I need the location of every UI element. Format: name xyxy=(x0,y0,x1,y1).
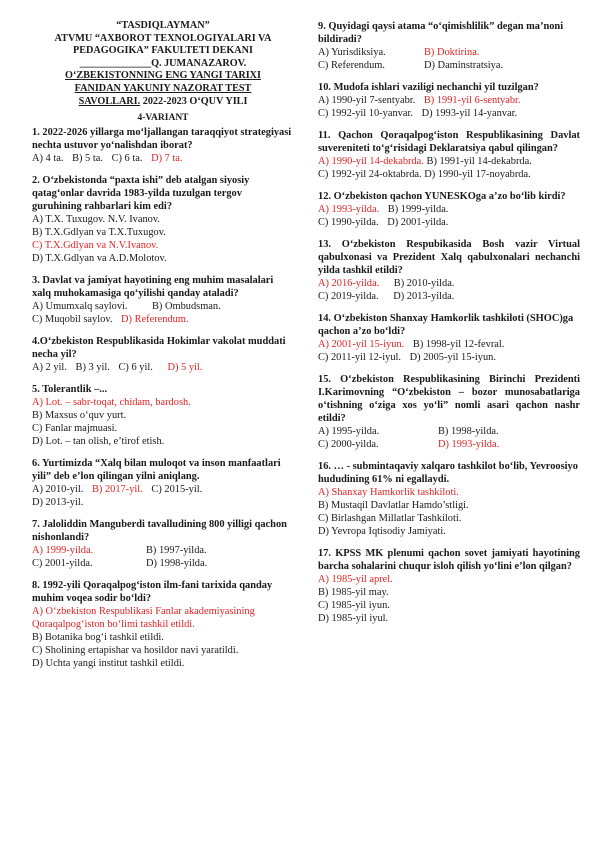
option: C) Fanlar majmuasi. xyxy=(32,423,118,435)
question-text: 5. Tolerantlik –... xyxy=(32,384,108,396)
header-line: O‘ZBEKISTONNING ENG YANGI TARIXI xyxy=(65,70,261,82)
question-block xyxy=(318,312,580,364)
correct-option: A) 1990-yil 14-dekabrda. xyxy=(318,156,424,167)
question-text: 7. Jaloliddin Manguberdi tavalludining 800 yilligi qachon nishonlandi? xyxy=(32,519,287,544)
options-row xyxy=(318,277,580,290)
options-row xyxy=(318,425,580,438)
options-row xyxy=(32,483,294,496)
option: D) Uchta yangi institut tashkil etildi. xyxy=(32,658,185,670)
option: D) Daminstratsiya. xyxy=(424,60,504,71)
option: C) 2001-yilda. xyxy=(32,558,93,570)
option: A) 1995-yilda. xyxy=(318,426,380,437)
correct-option: C) T.X.Gdlyan va N.V.Ivanov. xyxy=(32,240,159,252)
option: A) 1990-yil 7-sentyabr. xyxy=(318,95,416,106)
option: D) 2001-yilda. xyxy=(387,217,449,228)
option: B) 5 ta. xyxy=(72,153,103,165)
question-block xyxy=(318,373,580,451)
question-text: 14. O‘zbekiston Shanxay Hamkorlik tashkiloti (SHOC)ga qachon a’zo bo‘ldi? xyxy=(318,313,574,337)
option: B) T.X.Gdlyan va T.X.Tuxugov. xyxy=(32,227,166,239)
option: B) Maxsus o‘quv yurt. xyxy=(32,410,127,422)
option: B) 1991-yil 14-dekabrda. xyxy=(426,156,532,167)
question-block xyxy=(32,174,294,265)
question-block xyxy=(32,579,294,670)
header-line: ______________Q. JUMANAZAROV. xyxy=(79,57,247,69)
question-block xyxy=(32,457,294,509)
variant-label: 4-VARIANT xyxy=(137,113,189,124)
correct-option: B) Doktirina. xyxy=(424,47,480,58)
question-text: 11. Qachon Qoraqalpog‘iston Respublikasining Davlat suvereniteti to‘g‘risidagi Deklaratsiya qabul qilingan? xyxy=(318,130,580,154)
option: B) Ombudsman. xyxy=(152,301,221,313)
options-row xyxy=(32,313,294,326)
header-line-part: 2022-2023 O‘QUV YILI xyxy=(140,95,248,107)
header-line-part: SAVOLLARI. xyxy=(78,95,141,107)
header-line: FANIDAN YAKUNIY NAZORAT TEST xyxy=(74,82,252,94)
question-text: 13. O‘zbekiston Respubikasida Bosh vazir Virtual qabulxonasi va Prezident Xalq qabulxonalari nechanchi yilda tashkil etildi? xyxy=(318,239,580,276)
question-block xyxy=(318,547,580,625)
option: B) 1999-yilda. xyxy=(387,204,449,215)
question-block xyxy=(32,126,294,165)
options-row xyxy=(318,107,580,120)
question-text: 10. Mudofa ishlari vaziligi nechanchi yil tuzilgan? xyxy=(318,82,539,93)
options-row xyxy=(32,544,294,557)
option: C) Birlashgan Millatlar Tashkiloti. xyxy=(318,513,462,524)
right-column xyxy=(318,20,580,634)
question-block xyxy=(32,335,294,374)
option: C) 6 ta. xyxy=(111,153,143,165)
options-row xyxy=(32,300,294,313)
option: D) 2013-yil. xyxy=(32,497,84,509)
option: B) 2010-yilda. xyxy=(393,278,455,289)
question-text: 12. O‘zbekiston qachon YUNESKOga a’zo bo‘lib kirdi? xyxy=(318,191,566,202)
question-text: 3. Davlat va jamiyat hayotining eng muhim masalalari xalq muhokamasiga qo‘yilishi qanday ataladi? xyxy=(32,275,274,300)
option: C) 2019-yilda. xyxy=(318,291,379,302)
question-block xyxy=(318,129,580,181)
option: A) Umumxalq saylovi. xyxy=(32,301,128,313)
question-text: 15. O‘zbekiston Respublikasining Birinchi Prezidenti I.Karimovning “O‘zbekiston – bozor munosabatlariga o‘tishning o‘ziga xos yo‘li” nomli asari qachon nashr etildi? xyxy=(318,374,580,424)
question-text: 6. Yurtimizda “Xalq bilan muloqot va inson manfaatlari yili” deb e’lon qilingan yilni aniqlang. xyxy=(32,458,281,483)
correct-option: A) O‘zbekiston Respublikasi Fanlar akademiyasining Qoraqalpog‘iston bo‘limi tashkil etildi. xyxy=(32,606,255,631)
correct-option: A) 1985-yil aprel. xyxy=(318,574,393,585)
question-block xyxy=(32,518,294,570)
correct-option: D) Referendum. xyxy=(121,314,189,326)
options-row xyxy=(318,59,580,72)
correct-option: D) 1993-yilda. xyxy=(438,439,500,450)
option: B) 1998-yil 12-fevral. xyxy=(412,339,505,350)
correct-option: D) 7 ta. xyxy=(151,153,183,165)
question-block xyxy=(318,238,580,303)
option: C) Sholining ertapishar va hosildor navi yaratildi. xyxy=(32,645,239,657)
option: A) T.X. Tuxugov. N.V. Ivanov. xyxy=(32,214,160,226)
correct-option: A) 1999-yilda. xyxy=(32,545,94,557)
question-text: 1. 2022-2026 yillarga mo‘ljallangan taraqqiyot strategiyasi nechta ustuvor yo‘nalishdan iborat? xyxy=(32,127,292,152)
options-row xyxy=(318,338,580,351)
options-row xyxy=(318,155,580,168)
correct-option: B) 2017-yil. xyxy=(91,484,143,496)
option: B) 3 yil. xyxy=(75,362,110,374)
option: C) 1992-yil 24-oktabrda. xyxy=(318,169,422,180)
option: C) 1992-yil 10-yanvar. xyxy=(318,108,413,119)
option: D) 2005-yil 15-iyun. xyxy=(409,352,496,363)
correct-option: A) 2001-yil 15-iyun. xyxy=(318,339,405,350)
correct-option: B) 1991-yil 6-sentyabr. xyxy=(423,95,521,106)
option: C) 2011-yil 12-iyul. xyxy=(318,352,402,363)
options-row xyxy=(32,557,294,570)
option: B) Mustaqil Davlatlar Hamdo’stligi. xyxy=(318,500,469,511)
options-row xyxy=(318,216,580,229)
option: D) 1985-yil iyul. xyxy=(318,613,389,624)
question-text: 16. … - submintaqaviy xalqaro tashkilot bo‘lib, Yevroosiyo hududining 61% ni egallaydi. xyxy=(318,461,578,485)
option: D) Lot. – tan olish, e’tirof etish. xyxy=(32,436,165,448)
correct-option: A) Shanxay Hamkorlik tashkiloti. xyxy=(318,487,459,498)
question-text: 4.O‘zbekiston Respublikasida Hokimlar vakolat muddati necha yil? xyxy=(32,336,286,361)
option: C) 2015-yil. xyxy=(151,484,203,496)
option: C) 1990-yilda. xyxy=(318,217,379,228)
option: D) Yevropa Iqtisodiy Jamiyati. xyxy=(318,526,446,537)
header-line: ATVMU “AXBOROT TEXNOLOGIYALARI VA xyxy=(54,32,272,44)
options-row xyxy=(318,46,580,59)
options-row xyxy=(318,203,580,216)
question-block xyxy=(318,460,580,538)
option: B) Botanika bog‘i tashkil etildi. xyxy=(32,632,164,644)
question-block xyxy=(318,20,580,72)
option: D) 1998-yilda. xyxy=(146,558,208,570)
option: C) 1985-yil iyun. xyxy=(318,600,390,611)
option: B) 1998-yilda. xyxy=(438,426,499,437)
option: C) Referendum. xyxy=(318,60,385,71)
option: B) 1997-yilda. xyxy=(146,545,207,557)
header-line xyxy=(32,96,294,109)
options-row xyxy=(318,438,580,451)
option: C) 2000-yilda. xyxy=(318,439,379,450)
question-text: 2. O‘zbekistonda “paxta ishi” deb atalgan siyosiy qatag‘onlar davrida 1983-yilda tuzulgan tergov guruhining rahbarlari kim edi? xyxy=(32,175,250,213)
option: D) 1990-yil 17-noyabrda. xyxy=(424,169,531,180)
options-row xyxy=(318,94,580,107)
option: A) 2010-yil. xyxy=(32,484,84,496)
correct-option: A) Lot. – sabr-toqat, chidam, bardosh. xyxy=(32,397,191,409)
question-block xyxy=(318,190,580,229)
left-column xyxy=(32,20,294,679)
question-text: 8. 1992-yili Qoraqalpog‘iston ilm-fani tarixida qanday muhim voqea sodir bo‘ldi? xyxy=(32,580,273,605)
question-text: 9. Quyidagi qaysi atama “o‘qimishlilik” degan ma’noni bildiradi? xyxy=(318,21,564,45)
header-line: PEDAGOGIKA” FAKULTETI DEKANI xyxy=(72,45,253,57)
correct-option: A) 2016-yilda. xyxy=(318,278,380,289)
correct-option: D) 5 yil. xyxy=(167,362,203,374)
question-block xyxy=(32,383,294,448)
options-row xyxy=(318,290,580,303)
options-row xyxy=(32,152,294,165)
option: A) 4 ta. xyxy=(32,153,64,165)
option: D) T.X.Gdlyan va A.D.Molotov. xyxy=(32,253,167,265)
correct-option: A) 1993-yilda. xyxy=(318,204,380,215)
question-block xyxy=(32,274,294,326)
options-row xyxy=(318,168,580,181)
option: A) 2 yil. xyxy=(32,362,67,374)
options-row xyxy=(318,351,580,364)
header-line: “TASDIQLAYMAN” xyxy=(116,20,210,31)
option: D) 1993-yil 14-yanvar. xyxy=(421,108,518,119)
question-block xyxy=(318,81,580,120)
option: B) 1985-yil may. xyxy=(318,587,389,598)
option: D) 2013-yilda. xyxy=(393,291,455,302)
approval-header xyxy=(32,20,294,108)
option: A) Yurisdiksiya. xyxy=(318,47,386,58)
option: C) Muqobil saylov. xyxy=(32,314,113,326)
question-text: 17. KPSS MK plenumi qachon sovet jamiyati hayotining barcha sohalarini chuqur isloh qilish yo‘lini e’lon qilgan? xyxy=(318,548,580,572)
options-row xyxy=(32,361,294,374)
option: C) 6 yil. xyxy=(118,362,153,374)
